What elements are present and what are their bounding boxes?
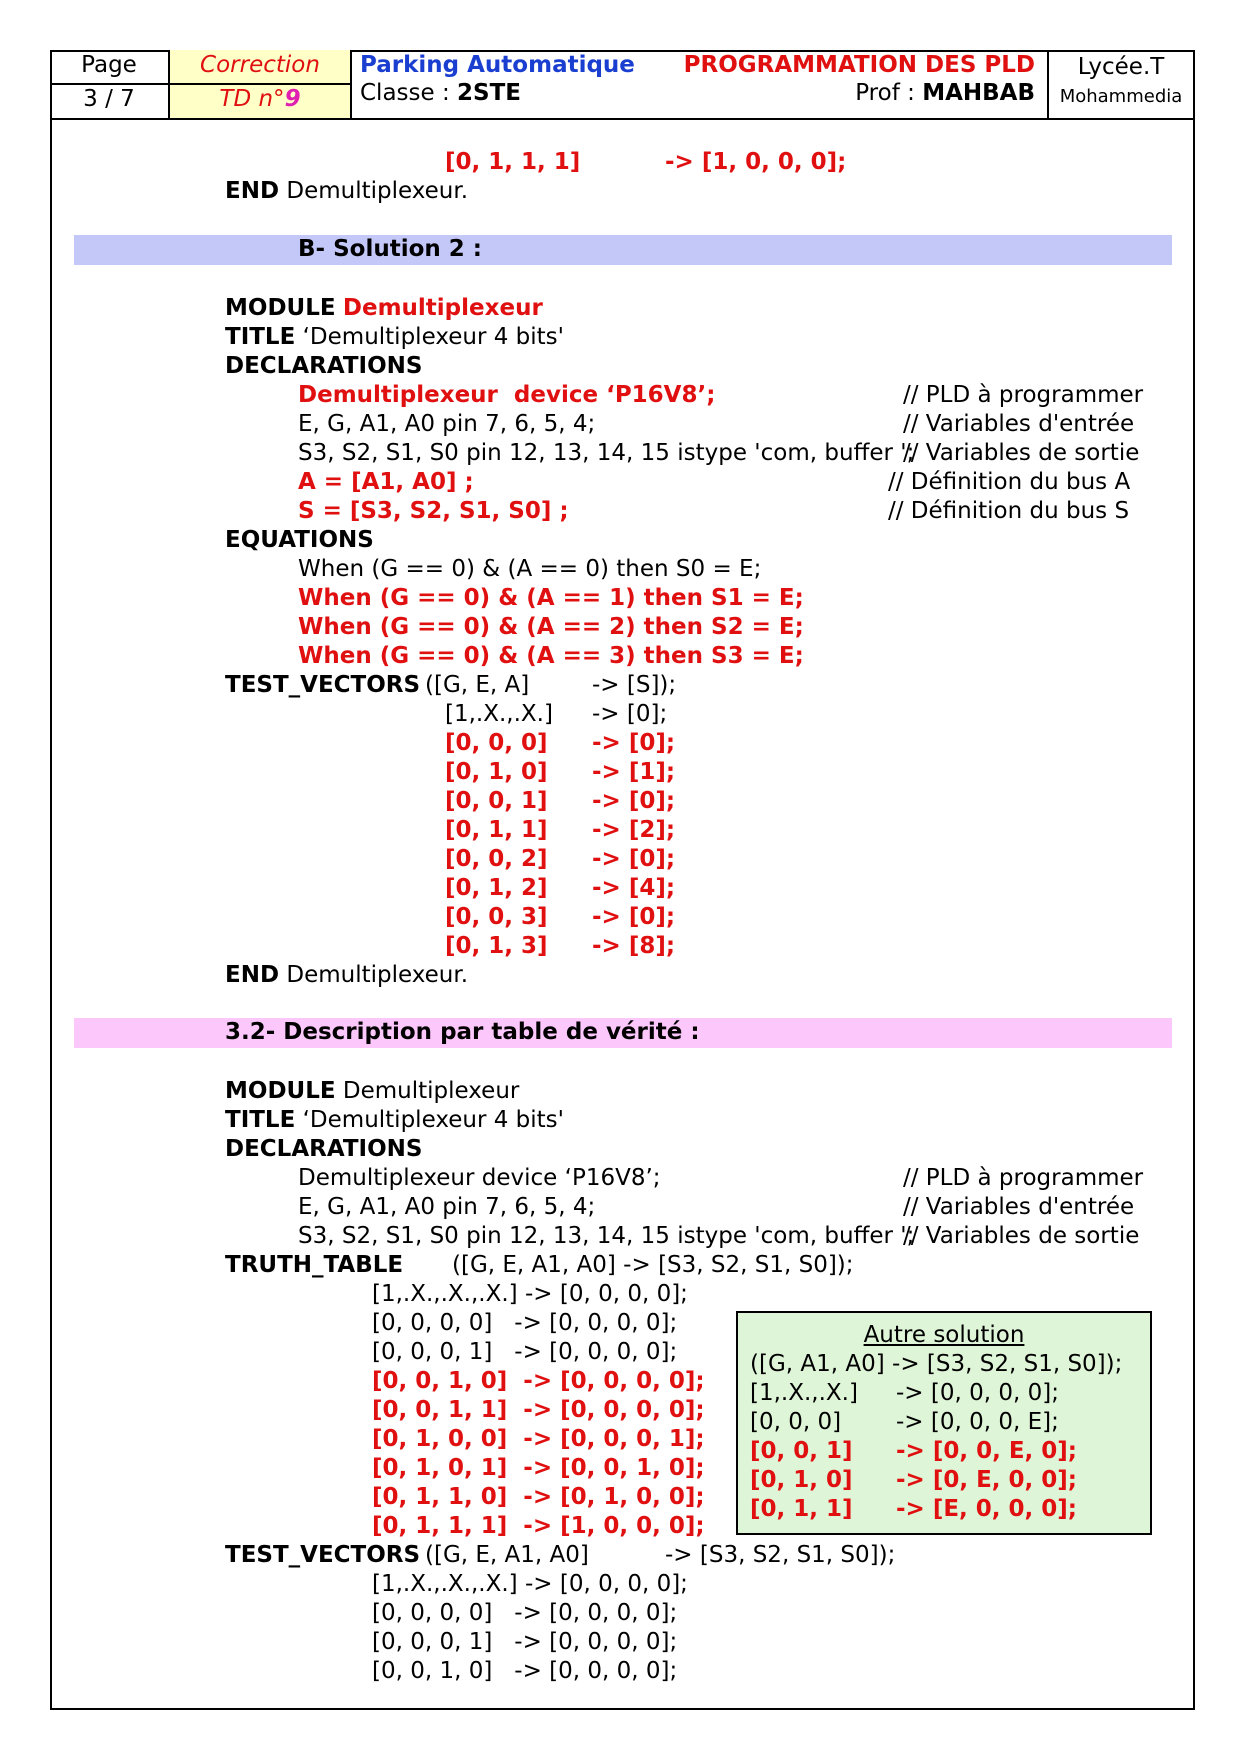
correction-label: Correction bbox=[200, 52, 320, 78]
autre-row-out: -> [0, 0, E, 0]; bbox=[896, 1438, 1078, 1464]
city: Mohammedia bbox=[1059, 86, 1183, 107]
title-keyword: TITLE bbox=[225, 1107, 296, 1133]
sol2-end bbox=[225, 961, 468, 990]
sol2-decl-code: S3, S2, S1, S0 pin 12, 13, 14, 15 istype 'com, buffer '; bbox=[298, 440, 915, 466]
sol2-decl-comment: // Définition du bus S bbox=[888, 498, 1130, 524]
sol2-title bbox=[225, 323, 564, 352]
sol3-tv-header-out: -> [S3, S2, S1, S0]); bbox=[665, 1542, 896, 1568]
top-end bbox=[225, 177, 468, 206]
page-number: 3 / 7 bbox=[83, 86, 135, 112]
test-vector-row: [0, 0, 1, 0] -> [0, 0, 0, 0]; bbox=[372, 1658, 678, 1684]
module-keyword: MODULE bbox=[225, 1078, 336, 1104]
classe-label: Classe : bbox=[360, 80, 450, 106]
truth-row: [0, 0, 0, 0] -> [0, 0, 0, 0]; bbox=[372, 1310, 678, 1336]
sol2-vector-in: [0, 0, 3] bbox=[445, 904, 548, 930]
sol3-decl-code: E, G, A1, A0 pin 7, 6, 5, 4; bbox=[298, 1194, 596, 1220]
sol2-vector-in: [0, 1, 3] bbox=[445, 933, 548, 959]
sol2-tv-header-in: ([G, E, A] bbox=[425, 672, 530, 698]
prof-name: MAHBAB bbox=[922, 80, 1035, 106]
sol2-decl-code: A = [A1, A0] ; bbox=[298, 469, 474, 495]
module-name: Demultiplexeur bbox=[342, 1078, 520, 1104]
td-label bbox=[170, 86, 350, 112]
sol2-equation: When (G == 0) & (A == 0) then S0 = E; bbox=[298, 556, 762, 582]
autre-row-in: [0, 0, 0] bbox=[750, 1409, 842, 1435]
sol2-tv-header-out: -> [S]); bbox=[592, 672, 677, 698]
truth-row: [0, 0, 0, 1] -> [0, 0, 0, 0]; bbox=[372, 1339, 678, 1365]
sol2-vector-in: [0, 0, 0] bbox=[445, 730, 548, 756]
sol3-decl-comment: // Variables d'entrée bbox=[903, 1194, 1135, 1220]
page-label: Page bbox=[81, 52, 137, 78]
program-title: PROGRAMMATION DES PLD bbox=[683, 52, 1035, 78]
autre-header: ([G, A1, A0] -> [S3, S2, S1, S0]); bbox=[750, 1351, 1123, 1377]
truth-row: [0, 0, 1, 1] -> [0, 0, 0, 0]; bbox=[372, 1397, 705, 1423]
solution2-band bbox=[74, 235, 1172, 265]
sol2-vector-out: -> [8]; bbox=[592, 933, 676, 959]
test-vector-row: [1,.X.,.X.,.X.] -> [0, 0, 0, 0]; bbox=[372, 1571, 688, 1597]
test-vector-row: [0, 0, 0, 1] -> [0, 0, 0, 0]; bbox=[372, 1629, 678, 1655]
sol2-vector-in: [0, 1, 2] bbox=[445, 875, 548, 901]
autre-row-in: [0, 1, 1] bbox=[750, 1496, 853, 1522]
autre-row-in: [1,.X.,.X.] bbox=[750, 1380, 858, 1406]
top-vector-in: [0, 1, 1, 1] bbox=[445, 149, 581, 175]
autre-row-out: -> [0, 0, 0, 0]; bbox=[896, 1380, 1059, 1406]
prof bbox=[855, 80, 1035, 106]
school: Lycée.T bbox=[1077, 54, 1165, 80]
sol2-decl-code: E, G, A1, A0 pin 7, 6, 5, 4; bbox=[298, 411, 596, 437]
sol2-decl-code: S = [S3, S2, S1, S0] ; bbox=[298, 498, 569, 524]
school-cell bbox=[1049, 50, 1193, 118]
header-table bbox=[50, 50, 1195, 120]
title-value: ‘Demultiplexeur 4 bits' bbox=[302, 324, 564, 350]
sol3-decl-comment: // PLD à programmer bbox=[903, 1165, 1144, 1191]
sol2-equations: EQUATIONS bbox=[225, 527, 374, 553]
autre-solution-box bbox=[736, 1311, 1152, 1535]
sol3-decl-code: S3, S2, S1, S0 pin 12, 13, 14, 15 istype 'com, buffer '; bbox=[298, 1223, 915, 1249]
sol3-truth-table: TRUTH_TABLE bbox=[225, 1252, 404, 1278]
autre-row-out: -> [0, E, 0, 0]; bbox=[896, 1467, 1078, 1493]
sol2-module bbox=[225, 294, 543, 323]
title-keyword: TITLE bbox=[225, 324, 296, 350]
truth-row: [0, 1, 0, 1] -> [0, 0, 1, 0]; bbox=[372, 1455, 705, 1481]
sol2-decl-comment: // Définition du bus A bbox=[888, 469, 1131, 495]
module-keyword: MODULE bbox=[225, 295, 336, 321]
sol3-module bbox=[225, 1077, 519, 1106]
end-name: Demultiplexeur. bbox=[286, 962, 469, 988]
sol3-test-vectors: TEST_VECTORS bbox=[225, 1542, 421, 1568]
td-prefix: TD n° bbox=[219, 86, 285, 112]
sol2-vector-out: -> [0]; bbox=[592, 846, 676, 872]
sol2-equation: When (G == 0) & (A == 3) then S3 = E; bbox=[298, 643, 804, 669]
sol2-equation: When (G == 0) & (A == 1) then S1 = E; bbox=[298, 585, 804, 611]
sol2-vector-out: -> [0]; bbox=[592, 788, 676, 814]
subject: Parking Automatique bbox=[360, 52, 635, 78]
end-keyword: END bbox=[225, 962, 280, 988]
end-keyword: END bbox=[225, 178, 280, 204]
sol2-vector-in: [1,.X.,.X.] bbox=[445, 701, 553, 727]
truth-row: [0, 0, 1, 0] -> [0, 0, 0, 0]; bbox=[372, 1368, 705, 1394]
header-divider bbox=[50, 83, 352, 85]
autre-row-out: -> [0, 0, 0, E]; bbox=[896, 1409, 1059, 1435]
autre-row-in: [0, 1, 0] bbox=[750, 1467, 853, 1493]
truth-row: [0, 1, 1, 1] -> [1, 0, 0, 0]; bbox=[372, 1513, 705, 1539]
truth-row: [0, 1, 1, 0] -> [0, 1, 0, 0]; bbox=[372, 1484, 705, 1510]
sol3-tv-header-in: ([G, E, A1, A0] bbox=[425, 1542, 589, 1568]
autre-row-out: -> [E, 0, 0, 0]; bbox=[896, 1496, 1078, 1522]
sol2-vector-out: -> [0]; bbox=[592, 904, 676, 930]
sol2-vector-in: [0, 1, 0] bbox=[445, 759, 548, 785]
sol2-test-vectors: TEST_VECTORS bbox=[225, 672, 421, 698]
sol2-decl-code: Demultiplexeur device ‘P16V8’; bbox=[298, 382, 716, 408]
autre-title: Autre solution bbox=[863, 1322, 1025, 1348]
solution2-heading: B- Solution 2 : bbox=[298, 236, 482, 262]
sol2-vector-in: [0, 0, 2] bbox=[445, 846, 548, 872]
sol3-decl-code: Demultiplexeur device ‘P16V8’; bbox=[298, 1165, 661, 1191]
sol2-vector-out: -> [1]; bbox=[592, 759, 676, 785]
sol2-vector-out: -> [2]; bbox=[592, 817, 676, 843]
sol2-decl-comment: // Variables d'entrée bbox=[903, 411, 1135, 437]
sol2-equation: When (G == 0) & (A == 2) then S2 = E; bbox=[298, 614, 804, 640]
sol2-vector-in: [0, 1, 1] bbox=[445, 817, 548, 843]
prof-label: Prof : bbox=[855, 80, 915, 106]
truth-row: [1,.X.,.X.,.X.] -> [0, 0, 0, 0]; bbox=[372, 1281, 688, 1307]
classe bbox=[360, 80, 521, 106]
subject-cell bbox=[352, 50, 1049, 118]
sol3-declarations: DECLARATIONS bbox=[225, 1136, 423, 1162]
sol2-decl-comment: // Variables de sortie bbox=[903, 440, 1140, 466]
sol2-vector-out: -> [0]; bbox=[592, 730, 676, 756]
td-number: 9 bbox=[284, 86, 301, 112]
sol3-decl-comment: // Variables de sortie bbox=[903, 1223, 1140, 1249]
module-name: Demultiplexeur bbox=[342, 295, 543, 321]
classe-value: 2STE bbox=[457, 80, 522, 106]
sol2-vector-in: [0, 0, 1] bbox=[445, 788, 548, 814]
truth-row: [0, 1, 0, 0] -> [0, 0, 0, 1]; bbox=[372, 1426, 705, 1452]
test-vector-row: [0, 0, 0, 0] -> [0, 0, 0, 0]; bbox=[372, 1600, 678, 1626]
sol3-tt-header: ([G, E, A1, A0] -> [S3, S2, S1, S0]); bbox=[452, 1252, 854, 1278]
sol2-declarations: DECLARATIONS bbox=[225, 353, 423, 379]
top-vector-out: -> [1, 0, 0, 0]; bbox=[665, 149, 847, 175]
sol3-title bbox=[225, 1106, 564, 1135]
sol2-decl-comment: // PLD à programmer bbox=[903, 382, 1144, 408]
autre-row-in: [0, 0, 1] bbox=[750, 1438, 853, 1464]
title-value: ‘Demultiplexeur 4 bits' bbox=[302, 1107, 564, 1133]
end-name: Demultiplexeur. bbox=[286, 178, 469, 204]
sol2-vector-out: -> [0]; bbox=[592, 701, 668, 727]
sol2-vector-out: -> [4]; bbox=[592, 875, 676, 901]
section32-heading: 3.2- Description par table de vérité : bbox=[225, 1019, 700, 1045]
